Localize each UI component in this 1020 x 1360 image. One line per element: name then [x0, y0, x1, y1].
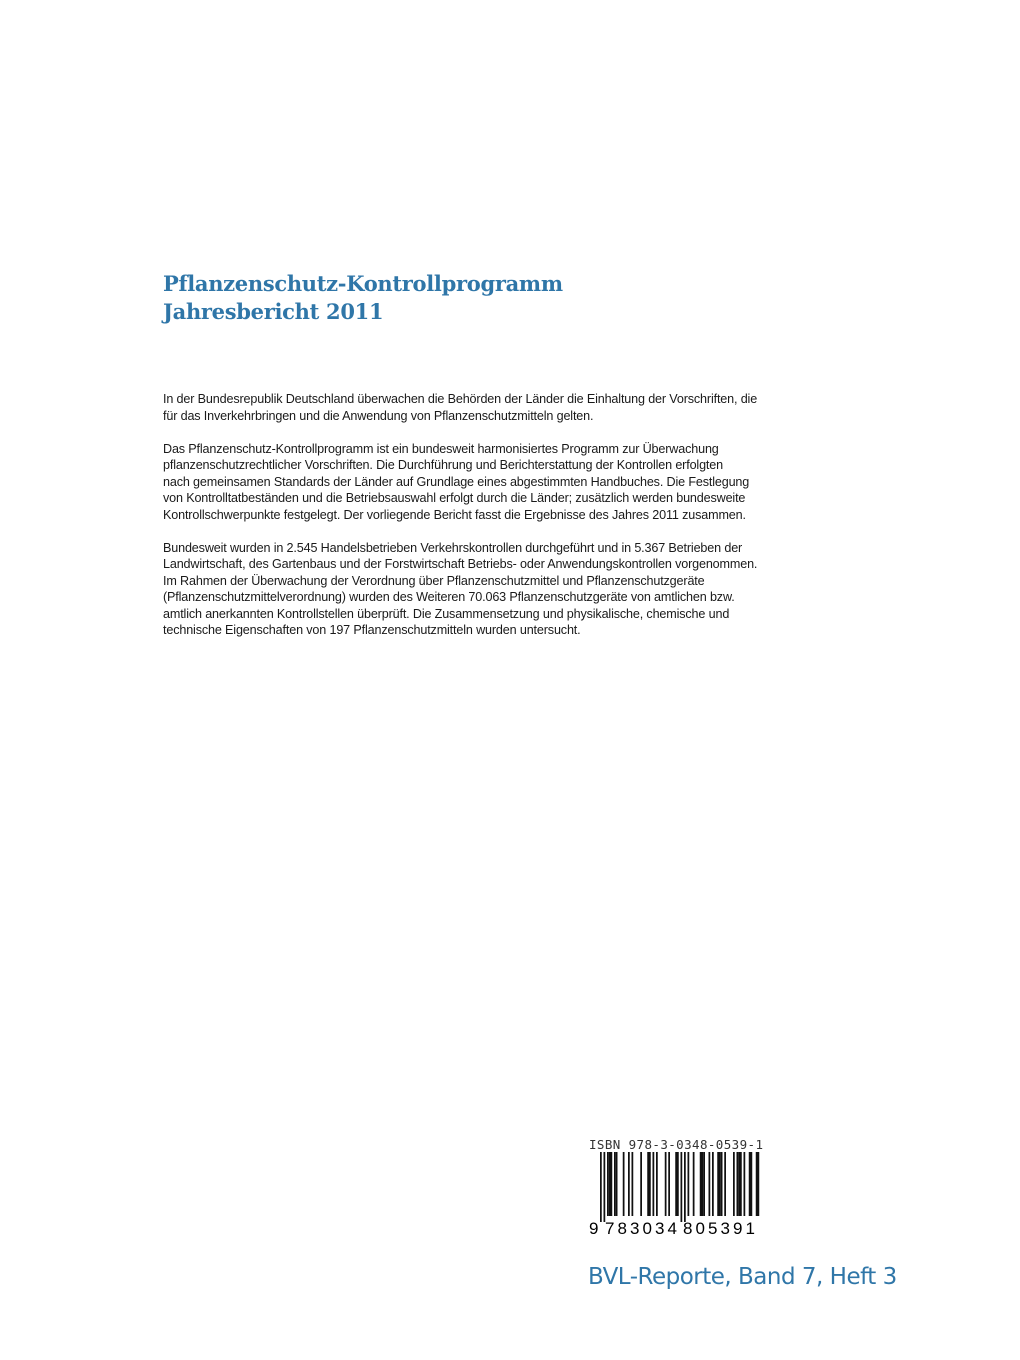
barcode-bar: [737, 1152, 739, 1216]
barcode-bar: [688, 1152, 690, 1216]
barcode-bar: [632, 1152, 634, 1216]
barcode-bar: [647, 1152, 649, 1216]
barcode-guard-bar: [681, 1152, 683, 1222]
text-line: nach gemeinsamen Standards der Länder auf Grundlage eines abgestimmten Handbuches. Die Festlegung: [163, 474, 750, 489]
barcode-bar: [717, 1152, 719, 1216]
paragraph-1: [163, 391, 843, 424]
barcode-guard-bar: [604, 1152, 606, 1222]
barcode-guard-bar: [600, 1152, 602, 1222]
series-label: BVL-Reporte, Band 7, Heft 3: [588, 1264, 897, 1290]
barcode-bar: [719, 1152, 721, 1216]
barcode-bar: [733, 1152, 735, 1216]
barcode-bar: [744, 1152, 746, 1216]
barcode-bar: [656, 1152, 658, 1216]
text-line: technische Eigenschaften von 197 Pflanzenschutzmitteln wurden untersucht.: [163, 623, 581, 637]
text-line: Landwirtschaft, des Gartenbaus und der Forstwirtschaft Betriebs- oder Anwendungskontrollen vorgenommen.: [163, 557, 758, 571]
barcode-bar: [693, 1152, 695, 1216]
barcode-bar: [611, 1152, 613, 1216]
barcode-bar: [653, 1152, 655, 1216]
barcode-bar: [623, 1152, 625, 1216]
title-line-1: Pflanzenschutz-Kontrollprogramm: [163, 271, 563, 296]
barcode-bar: [756, 1152, 758, 1216]
barcode-bar: [721, 1152, 723, 1216]
text-line: Im Rahmen der Überwachung der Verordnung über Pflanzenschutzmittel und Pflanzenschutzgeräte: [163, 573, 705, 588]
text-line: pflanzenschutzrechtlicher Vorschriften. Die Durchführung und Berichterstattung der Kontrollen erfolgten: [163, 458, 723, 472]
barcode-bar: [724, 1152, 726, 1216]
text-line: von Kontrolltatbeständen und die Betriebsauswahl erfolgt durch die Länder; zusätzlich werden bundesweite: [163, 491, 746, 505]
barcode-bar: [712, 1152, 714, 1216]
barcode-bar: [702, 1152, 704, 1216]
barcode-bar: [675, 1152, 677, 1216]
barcode-bar: [758, 1152, 760, 1216]
isbn-label: ISBN 978-3-0348-0539-1: [589, 1137, 764, 1152]
text-line: Bundesweit wurden in 2.545 Handelsbetrieben Verkehrskontrollen durchgeführt und in 5.367 Betrieben der: [163, 540, 743, 555]
paragraph-2: [163, 441, 843, 524]
text-line: für das Inverkehrbringen und die Anwendung von Pflanzenschutzmitteln gelten.: [163, 408, 594, 423]
barcode-bar: [703, 1152, 705, 1216]
summary-text: [163, 391, 843, 655]
barcode-right-digits: 805391: [683, 1219, 755, 1238]
barcode-bar: [749, 1152, 751, 1216]
barcode-bar: [677, 1152, 679, 1216]
text-line: Das Pflanzenschutz-Kontrollprogramm ist ein bundesweit harmonisiertes Programm zur Überwachung: [163, 441, 719, 456]
barcode-bar: [740, 1152, 742, 1216]
barcode-left-digits: 783034: [605, 1219, 677, 1238]
barcode-bar: [751, 1152, 753, 1216]
barcode-guard-bar: [684, 1152, 686, 1222]
barcode-bar: [668, 1152, 670, 1216]
barcode-bar: [607, 1152, 609, 1216]
barcode-bar: [640, 1152, 642, 1216]
barcode-bars: [600, 1152, 760, 1222]
text-line: Kontrollschwerpunkte festgelegt. Der vorliegende Bericht fasst die Ergebnisse des Jahres 2011 zusammen.: [163, 507, 746, 522]
barcode-bar: [609, 1152, 611, 1216]
barcode-bar: [616, 1152, 618, 1216]
text-line: In der Bundesrepublik Deutschland überwachen die Behörden der Länder die Einhaltung der Vorschriften, die: [163, 392, 758, 406]
report-title: [163, 270, 563, 326]
barcode-bar: [738, 1152, 740, 1216]
barcode-first-digit: 9: [589, 1219, 599, 1238]
barcode-bar: [700, 1152, 702, 1216]
barcode-bar: [628, 1152, 630, 1216]
paragraph-3: [163, 540, 843, 639]
barcode-bar: [649, 1152, 651, 1216]
text-line: amtlich anerkannten Kontrollstellen überprüft. Die Zusammensetzung und physikalische, chemische und: [163, 606, 730, 621]
barcode-bar: [665, 1152, 667, 1216]
barcode-bar: [614, 1152, 616, 1216]
text-line: (Pflanzenschutzmittelverordnung) wurden des Weiteren 70.063 Pflanzenschutzgeräte von amtlichen bzw.: [163, 590, 735, 604]
barcode: [588, 1152, 760, 1238]
barcode-bar: [709, 1152, 711, 1216]
title-line-2: Jahresbericht 2011: [163, 299, 384, 324]
